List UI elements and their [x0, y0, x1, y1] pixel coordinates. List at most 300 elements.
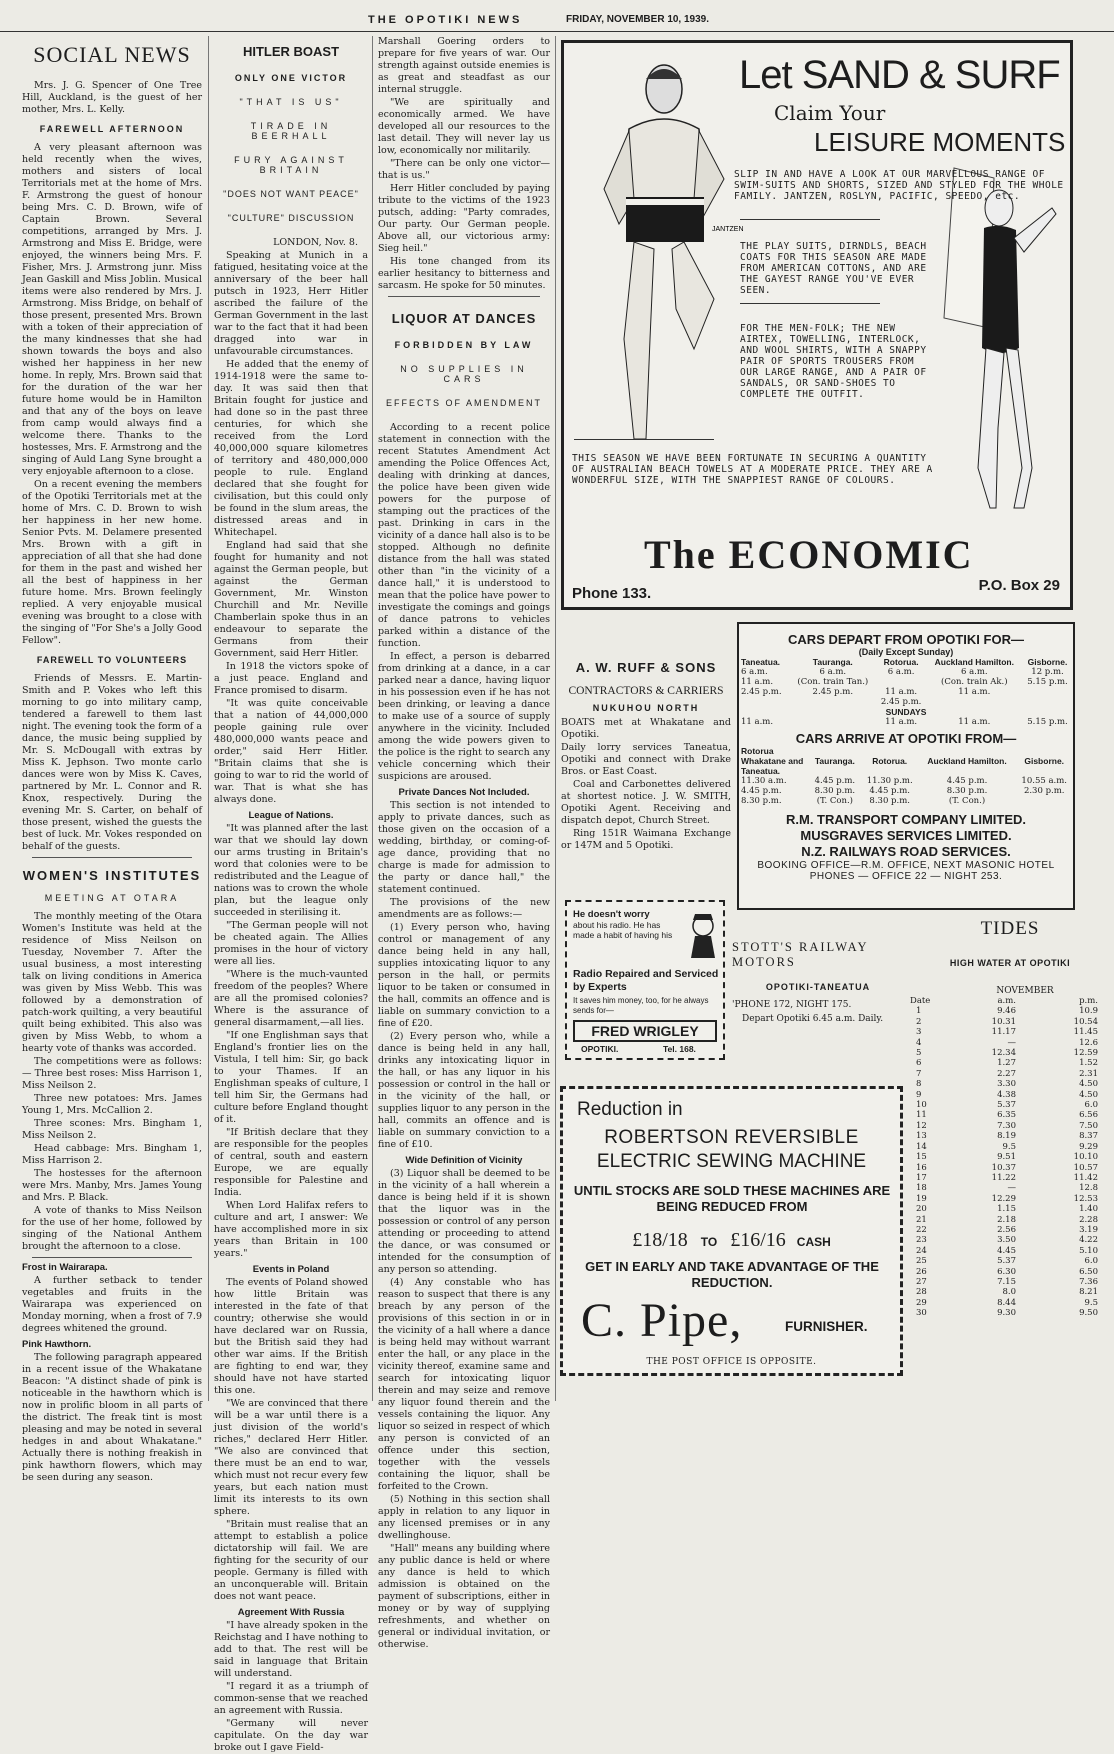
cell: 11.30 p.m. — [866, 776, 913, 786]
tides-date: 6 — [916, 1058, 922, 1069]
price-line — [563, 1229, 900, 1252]
tides-am: 9.51 — [997, 1152, 1016, 1163]
col-head: Taneatua. — [741, 657, 781, 667]
tides-am: — — [1007, 1037, 1016, 1048]
tides-date: 23 — [916, 1235, 927, 1246]
cell: 11 a.m. — [741, 717, 774, 727]
paragraph: The events of Poland showed how little Britain was interested in the fate of that country; otherwise she would have declared war on Russia, but the British said they had other war aims. If the British are fighting to end war, they should have not have started this one. — [214, 1277, 368, 1396]
tides-am: 3.30 — [997, 1079, 1016, 1090]
masthead — [0, 12, 1114, 32]
cell: 5.15 p.m. — [1027, 717, 1068, 727]
column-social-news — [22, 36, 202, 1483]
cell — [927, 697, 1022, 707]
cars-arrive-title: CARS ARRIVE AT OPOTIKI FROM— — [795, 731, 1017, 746]
tides-am: 8.44 — [997, 1297, 1016, 1308]
tides-date: 19 — [916, 1193, 927, 1204]
fred-wrigley-name: FRED WRIGLEY — [573, 1020, 717, 1042]
paragraph: Mrs. J. G. Spencer of One Tree Hill, Auckland, is the guest of her mother, Mrs. L. Kelly. — [22, 80, 202, 115]
paragraph: He added that the enemy of 1914-1918 were the same to-day. It was said then that Britain fought for justice and had done so in the past three centuries, for which she received from the Lord 40,000,000 square kilometres of territory and 480,000,000 people to rule. England declared that she fought for civilisation, but this could only be found in the slum areas, the distressed areas and in Whitechapel. — [214, 359, 368, 538]
ad-ruff-location: NUKUHOU NORTH — [592, 703, 700, 713]
tides-pm: 7.36 — [1079, 1276, 1098, 1287]
tides-am: 11.17 — [991, 1027, 1016, 1038]
paragraph: England had said that she fought for humanity and not against the German people, but against the German Government, Mr. Winston Churchill and Mr. Neville Chamberlain spoke thus in an endeavour to separate the Germans from their Government, said Herr Hitler. — [214, 540, 368, 659]
company-name: R.M. TRANSPORT COMPANY LIMITED. — [785, 812, 1027, 827]
tides-pm: 9.5 — [1084, 1297, 1098, 1308]
cell: 11 a.m. — [958, 687, 991, 697]
stotts-depart: Depart Opotiki 6.45 a.m. Daily. — [742, 1014, 884, 1024]
cell: (T. Con.) — [816, 796, 853, 806]
paragraph: Head cabbage: Mrs. Bingham 1, Miss Harrison 2. — [22, 1143, 202, 1166]
subhead: FURY AGAINST BRITAIN — [234, 155, 348, 175]
tides-pm: 4.22 — [1079, 1235, 1098, 1246]
paragraph: (2) Every person who, while a dance is being held in any hall, drinks any intoxicating liquor in the hall, or has any liquor in his possession or control in the hall or in the vicinity of the hall, or supplies liquor to any person in the hall, commits an offence and is liable on summary conviction to a fine of £10. — [378, 1031, 550, 1150]
paragraph: (5) Nothing in this section shall apply in relation to any liquor in any licensed premises or in any dwellinghouse. — [378, 1494, 550, 1541]
cell: 8.30 p.m. — [814, 786, 856, 796]
column-rule — [555, 36, 556, 1401]
ad-po-box: P.O. Box 29 — [978, 577, 1060, 594]
ad-ruff-text: Coal and Carbonettes delivered at shortest notice. J. W. SMITH, Opotiki Agent. Receiving and dispatch depot, Church Street. — [561, 779, 731, 826]
cell: (T. Con.) — [948, 796, 986, 806]
paragraph: The hostesses for the afternoon were Mrs. Manby, Mrs. James Young and Mrs. P. Black. — [22, 1168, 202, 1203]
booking-phones: PHONES — OFFICE 22 — NIGHT 253. — [809, 871, 1003, 882]
paragraph: Three new potatoes: Mrs. James Young 1, Mrs. McCallion 2. — [22, 1093, 202, 1116]
paragraph: "It was planned after the last war that we should lay down our arms trusting in Britain's word that colonies were to be redistributed and the League of nations was to crown the whole plan, but the league only succeeded in sterilising it. — [214, 823, 368, 918]
cell: 11 a.m. — [885, 687, 918, 697]
subhead: "CULTURE" DISCUSSION — [227, 213, 355, 223]
tides-row — [910, 1110, 1110, 1120]
tides-date: 22 — [916, 1224, 927, 1235]
tides-pm: 8.37 — [1079, 1131, 1098, 1142]
paragraph: (4) Any constable who has reason to suspect that there is any breach by any person of the provisions of this section in or in the vicinity of a hall where a dance is being held may without warrant enter the hall, or any place in the vicinity thereof, examine same and search for intoxicating liquor therein and may seize and remove any liquor found therein and the vessels containing the liquor. Any liquor so seized in respect of which any person is convicted of an offence under this section, together with the vessels containing the liquor, shall be forfeited to the Crown. — [378, 1277, 550, 1492]
tides-pm: 10.54 — [1073, 1016, 1098, 1027]
cell: 4.45 p.m. — [946, 776, 988, 786]
paragraph: "We are convinced that there will be a war until there is a just division of the world's riches," declared Herr Hitler. "We also are convinced that there must be an end to war, which must not recur every few years, but each nation must limit its interests to its own sphere. — [214, 1398, 368, 1517]
tides-date: 29 — [916, 1297, 927, 1308]
cell — [1022, 687, 1073, 697]
tides-pm: 10.9 — [1079, 1006, 1098, 1017]
paragraph: "I have already spoken in the Reichstag and I have nothing to add to that. The rest will be said in language that Britain will understand. — [214, 1620, 368, 1679]
col-head: Auckland Hamilton. — [934, 657, 1014, 667]
tides-date: 30 — [916, 1308, 927, 1319]
ad-phone: Phone 133. — [572, 585, 652, 602]
paragraph: In effect, a person is debarred from drinking at a dance, in a car parked near a dance, having liquor in his possession even if he has not been drinking, or leaving a dance to make use of a source of supply anywhere in the vicinity. Included among the wide powers given to the police is the right to search any vehicle concerning which their suspicions are aroused. — [378, 651, 550, 782]
tides-am: 9.46 — [997, 1006, 1016, 1017]
tides-am: 8.19 — [997, 1131, 1016, 1142]
price-now: £16/16 — [730, 1229, 786, 1251]
ad-paragraph: SLIP IN AND HAVE A LOOK AT OUR MARVELLOUS RANGE OF SWIM-SUITS AND SHORTS, SIZED AND STYLED FOR THE WHOLE FAMILY. JANTZEN, ROSLYN, PACIFIC, SPEEDO, etc. — [734, 169, 1064, 202]
subheading: Events in Poland — [252, 1264, 330, 1275]
womens-institutes-title: WOMEN'S INSTITUTES — [22, 868, 202, 883]
ad-cars-timetable — [737, 622, 1075, 910]
price-cash: CASH — [796, 1235, 831, 1249]
issue-date: FRIDAY, NOVEMBER 10, 1939. — [566, 14, 710, 25]
tides-am: 6.35 — [997, 1110, 1016, 1121]
tides-row — [910, 1287, 1110, 1297]
tides-row — [910, 1173, 1110, 1183]
divider — [740, 303, 880, 304]
social-news-title: SOCIAL NEWS — [33, 42, 191, 67]
ad-paragraph: THE PLAY SUITS, DIRNDLS, BEACH COATS FOR THIS SEASON ARE MADE FROM AMERICAN COTTONS, AND ARE THE GAYEST RANGE YOU'VE EVER SEEN. — [740, 241, 927, 296]
tides-pm: 4.50 — [1079, 1089, 1098, 1100]
cell: 8.30 p.m. — [741, 796, 782, 806]
cell — [739, 697, 790, 707]
company-name: N.Z. RAILWAYS ROAD SERVICES. — [801, 844, 1011, 859]
tides-row — [910, 1204, 1110, 1214]
col-head: Gisborne. — [1027, 657, 1068, 667]
tides-am: 2.56 — [997, 1224, 1016, 1235]
tides-pm: 6.0 — [1084, 1100, 1098, 1111]
tides-am: 12.29 — [991, 1193, 1016, 1204]
tides-date: 21 — [916, 1214, 927, 1225]
tides-pm: 4.50 — [1079, 1079, 1098, 1090]
tides-date: 20 — [916, 1204, 927, 1215]
tides-pm: 11.42 — [1073, 1172, 1098, 1183]
paragraph: (3) Liquor shall be deemed to be in the vicinity of a hall wherein a dance is being held if it is shown that the liquor was in the possession or control of any person attending or proceeding to attend the dance, or was consumed or intended for the consumption of any person so attending. — [378, 1168, 550, 1275]
tides-pm: 6.56 — [1079, 1110, 1098, 1121]
company-name: MUSGRAVES SERVICES LIMITED. — [800, 828, 1012, 843]
pipe-line: Reduction in — [577, 1099, 683, 1120]
pipe-line: UNTIL STOCKS ARE SOLD THESE MACHINES ARE BEING REDUCED FROM — [573, 1183, 891, 1214]
tides-date: 24 — [916, 1245, 927, 1256]
tides-row — [910, 1131, 1110, 1141]
divider — [740, 219, 880, 220]
column-liquor — [378, 36, 550, 1650]
tides-am: 7.30 — [997, 1120, 1016, 1131]
tides-pm: 9.50 — [1079, 1308, 1098, 1319]
jantzen-tag: JANTZEN — [712, 226, 744, 233]
divider — [574, 439, 714, 440]
paragraph: This section is not intended to apply to private dances, such as those given on the occasion of a wedding, birthday, or coming-of-age dance, providing that no charge is made for admission to the party or dance hall," the statement continued. — [378, 800, 550, 895]
tides-subtitle: HIGH WATER AT OPOTIKI — [949, 958, 1071, 968]
paragraph: "Germany will never capitulate. On the day war broke out I gave Field- — [214, 1718, 368, 1753]
column-rule — [208, 36, 209, 1401]
tides-pm: 10.57 — [1073, 1162, 1098, 1173]
col-head: Tauranga. — [812, 657, 853, 667]
tides-am: 5.37 — [997, 1100, 1016, 1111]
cell: 8.30 p.m. — [946, 786, 988, 796]
radio-line: Radio Repaired and Serviced by Experts — [573, 968, 719, 993]
radio-line: He doesn't worry — [573, 909, 650, 920]
section-heading: FAREWELL TO VOLUNTEERS — [36, 655, 188, 665]
col-head: Auckland Hamilton. — [927, 756, 1007, 766]
tides-pm: 12.6 — [1079, 1037, 1098, 1048]
col-head: Rotorua. — [883, 657, 919, 667]
swimmer-man-illustration — [584, 49, 744, 469]
arrive-table — [739, 746, 1073, 806]
paragraph: "If one Englishman says that England's frontier lies on the Vistula, I tell him: Sir, go back to your Thames. If an Englishman speaks of culture, I tell him Sir, the Germans had culture before England thought of it. — [214, 1030, 368, 1125]
paragraph: "Britain must realise that an attempt to establish a police dictatorship will fail. We are fighting for the security of our people. Germany is filled with an unconquerable will. Britain does not want peace. — [214, 1519, 368, 1602]
tides-row — [910, 1298, 1110, 1308]
tides-row — [910, 1142, 1110, 1152]
paragraph: In 1918 the victors spoke of a just peace. England and France promised to disarm. — [214, 661, 368, 696]
tides-am: 3.50 — [997, 1235, 1016, 1246]
subhead: NO SUPPLIES IN CARS — [400, 364, 528, 384]
cell: 10.55 a.m. — [1021, 776, 1067, 786]
col-head: Gisborne. — [1024, 756, 1065, 766]
tides-pm: 9.29 — [1079, 1141, 1098, 1152]
paragraph: "We are spiritually and economically armed. We have developed all our resources to the last detail. They will never lay us low, economically nor militarily. — [378, 97, 550, 156]
tides-am: 8.0 — [1002, 1287, 1016, 1298]
tides-row — [910, 1246, 1110, 1256]
cell: 4.45 p.m. — [814, 776, 856, 786]
paragraph: (1) Every person who, having control or management of any dance being held in any hall, supplies intoxicating liquor to any person in the hall, or permits liquor to be taken or consumed in the hall, commits an offence and is liable on summary conviction to a fine of £20. — [378, 922, 550, 1029]
cell: 2.45 p.m. — [812, 687, 854, 697]
paragraph: The competitions were as follows:— Three best roses: Miss Harrison 1, Miss Neilson 2. — [22, 1056, 202, 1091]
booking-office: BOOKING OFFICE—R.M. OFFICE, NEXT MASONIC HOTEL — [757, 860, 1055, 871]
paragraph: Three scones: Mrs. Bingham 1, Miss Neilson 2. — [22, 1118, 202, 1141]
tides-date: 15 — [916, 1152, 927, 1163]
ad-ruff-text: Ring 151R Waimana Exchange or 147M and 5 Opotiki. — [561, 828, 731, 851]
cell: 4.45 p.m. — [869, 786, 910, 796]
tides-pm: 3.19 — [1079, 1224, 1098, 1235]
c-pipe-brand: C. Pipe, — [581, 1294, 743, 1347]
cell: 4.45 p.m. — [741, 786, 782, 796]
sundays-label: SUNDAYS — [885, 707, 927, 717]
subheading: Pink Hawthorn. — [22, 1339, 92, 1350]
ad-ruff-and-sons — [561, 660, 731, 851]
tides-row — [910, 1090, 1110, 1100]
cell: 6 a.m. — [960, 667, 988, 677]
ad-subline: Claim Your — [774, 101, 886, 125]
tides-col-head: Date — [910, 996, 931, 1006]
paragraph: Herr Hitler concluded by paying tribute to the victims of the 1923 putsch, adding: "Party comrades, Our party. Our German people. Above all, our victorious army: Sieg heil." — [378, 183, 550, 254]
tides-am: 1.15 — [997, 1204, 1016, 1215]
tides-date: 9 — [916, 1089, 922, 1100]
tides-date: 28 — [916, 1287, 927, 1298]
tides-table-section — [910, 918, 1110, 1319]
tides-date: 18 — [916, 1183, 927, 1194]
divider — [388, 296, 540, 297]
tides-pm: 12.53 — [1073, 1193, 1098, 1204]
pipe-address: THE POST OFFICE IS OPPOSITE. — [646, 1357, 817, 1367]
tides-row — [910, 1006, 1110, 1016]
tides-row — [910, 1017, 1110, 1027]
paragraph: The provisions of the new amendments are as follows:— — [378, 897, 550, 920]
section-subheading: MEETING AT OTARA — [44, 893, 180, 903]
tides-am: 2.18 — [997, 1214, 1016, 1225]
col-head: Tauranga. — [814, 756, 855, 766]
cell: 6 a.m. — [741, 667, 768, 677]
tides-row — [910, 1277, 1110, 1287]
ad-radio-repairs — [565, 900, 725, 1060]
subheading: League of Nations. — [248, 810, 334, 821]
tides-am: 6.30 — [997, 1266, 1016, 1277]
ad-paragraph: THIS SEASON WE HAVE BEEN FORTUNATE IN SECURING A QUANTITY OF AUSTRALIAN BEACH TOWELS AT A MODERATE PRICE. THEY ARE A WONDERFUL SIZE, WITH THE SNAPPIEST RANGE OF COLOURS. — [572, 453, 933, 486]
tides-row — [910, 1121, 1110, 1131]
tides-pm: 7.50 — [1079, 1120, 1098, 1131]
paragraph: When Lord Halifax refers to culture and art, I answer: We have accomplished more in six years than Britain in 100 years." — [214, 1200, 368, 1259]
subheading: Agreement With Russia — [237, 1607, 345, 1618]
tides-row — [910, 1225, 1110, 1235]
price-from: £18/18 — [632, 1229, 688, 1251]
tides-date: 8 — [916, 1079, 922, 1090]
tides-pm: 2.28 — [1079, 1214, 1098, 1225]
paragraph: Friends of Messrs. E. Martin-Smith and P. Vokes who left this morning to go into military camp, tendered a farewell to them last night. The evening took the form of a dance, the music being supplied by Mr. S. McDougall with extras by Miss K. Jephson. Two monte carlo dances were won by Miss K. Caves, partnered by Mr. L. Connor and R. Knox, respectively. During the evening Mr. S. Carter, on behalf of those present, wished the guests the best of luck. Mr. Vokes responded on behalf of the guests. — [22, 673, 202, 852]
tides-col-head: p.m. — [1079, 996, 1098, 1006]
tides-date: 25 — [916, 1256, 927, 1267]
tides-date: 4 — [916, 1037, 922, 1048]
tides-am: 12.34 — [991, 1048, 1016, 1059]
tides-am: 9.30 — [997, 1308, 1016, 1319]
tides-am: 7.15 — [997, 1276, 1016, 1287]
cartoon-man-icon — [685, 912, 721, 962]
tides-date: 3 — [916, 1027, 922, 1038]
cell: 2.45 p.m. — [741, 687, 782, 697]
cell: 2.45 p.m. — [880, 697, 922, 707]
tides-pm: 5.10 — [1079, 1245, 1098, 1256]
subhead: EFFECTS OF AMENDMENT — [385, 398, 542, 408]
tides-row — [910, 1069, 1110, 1079]
pipe-line: ROBERTSON REVERSIBLE — [604, 1127, 859, 1148]
cell — [790, 697, 876, 707]
tides-row — [910, 1079, 1110, 1089]
cell: 2.30 p.m. — [1023, 786, 1065, 796]
ad-stotts-motors — [732, 940, 904, 1040]
paragraph: According to a recent police statement in connection with the recent Statutes Amendment Act amending the Police Offences Act, dealing with drinking at dances, the police have been given wide powers for the purpose of stamping out the practices of the past. Drinking in cars in the vicinity of a dance hall also is to be stopped. Although no definite distance from the hall was stated other than "in the vicinity of a dance hall," it is understood to mean that the police have power to investigate the comings and goings of dance patrons to vehicles parked within a distance of the function. — [378, 422, 550, 649]
ad-sand-and-surf — [561, 40, 1073, 610]
ad-headline: Let SAND & SURF — [739, 53, 1060, 97]
paragraph: A vote of thanks to Miss Neilson for the use of her home, followed by singing of the National Anthem brought the afternoon to a close. — [22, 1205, 202, 1252]
tides-date: 14 — [916, 1141, 927, 1152]
paragraph: On a recent evening the members of the Opotiki Territorials met at the home of Mrs. C. D. Brown to wish her happiness in her new home. Senior Pvts. M. Delamere presented Mrs. Brown with a gift in appreciation of all that she had done for them in the past and wished her all the best of happiness in her future home. Mrs. Brown feelingly replied. A very enjoyable musical evening was brought to a close with the singing of "For She's a Jolly Good Fellow". — [22, 479, 202, 646]
ad-c-pipe-sewing-machine — [560, 1086, 903, 1376]
subheading: Wide Definition of Vicinity — [405, 1155, 523, 1166]
pipe-line: GET IN EARLY AND TAKE ADVANTAGE OF THE REDUCTION. — [585, 1259, 879, 1290]
paragraph: A very pleasant afternoon was held recently when the wives, mothers and sisters of local Territorials met at the home of Mrs. F. Armstrong the guest of honour being Mrs. C. D. Brown, wife of Captain Brown. Several competitions, arranged by Mrs. J. Armstrong and Miss E. Bridge, were enjoyed, the winners being Mrs. F. Fisher, Mrs. J. Armstrong junr. Miss Jean Gaskill and Miss Joblin. Musical items were also rendered by Mrs. J. Armstrong. Miss Bridge, on behalf of those present, presented Mrs. Brown with a token of their appreciation of the many kindnesses that she had shown towards the boys and also wished her happiness in her new home. In reply, Mrs. Brown said that for the duration of the war her future home would be in Hamilton and that any of the boys on leave from camp would always find a welcome there. Thanks to the hostesses, Mrs. F. Armstrong and the singing of Auld Lang Syne brought a very enjoyable afternoon to a close. — [22, 142, 202, 477]
paper-name: THE OPOTIKI NEWS — [368, 14, 523, 26]
tides-pm: 12.8 — [1079, 1183, 1098, 1194]
radio-tel: Tel. 168. — [663, 1044, 696, 1054]
tides-row — [910, 1048, 1110, 1058]
cars-depart-title: CARS DEPART FROM OPOTIKI FOR— — [788, 632, 1024, 647]
tides-row — [910, 1256, 1110, 1266]
divider — [32, 1257, 192, 1258]
paragraph: A further setback to tender vegetables and fruits in the Wairarapa was experienced on Monday morning, when a frost of 7.9 degrees whitened the ground. — [22, 1275, 202, 1334]
tides-date: 17 — [916, 1172, 927, 1183]
tides-date: 5 — [916, 1048, 922, 1059]
tides-pm: 6.50 — [1079, 1266, 1098, 1277]
paragraph: His tone changed from its earlier hesitancy to bitterness and sarcasm. He spoke for 50 minutes. — [378, 256, 550, 291]
tides-date: 16 — [916, 1162, 927, 1173]
tides-date: 11 — [916, 1110, 927, 1121]
tides-pm: 11.45 — [1073, 1027, 1098, 1038]
tides-table — [910, 996, 1110, 1319]
column-rule — [372, 36, 373, 1401]
depart-table — [739, 657, 1073, 727]
subhead: "DOES NOT WANT PEACE" — [223, 189, 359, 199]
pipe-line: ELECTRIC SEWING MACHINE — [596, 1151, 867, 1172]
cell: (Con. train Tan.) — [797, 677, 869, 687]
tides-am: 10.31 — [991, 1016, 1016, 1027]
tides-pm: 2.31 — [1079, 1068, 1098, 1079]
tides-pm: 1.40 — [1079, 1204, 1098, 1215]
tides-row — [910, 1163, 1110, 1173]
tides-row — [910, 1235, 1110, 1245]
tides-pm: 10.10 — [1073, 1152, 1098, 1163]
stotts-phone: 'PHONE 172, NIGHT 175. — [732, 1000, 852, 1010]
tides-am: 2.27 — [997, 1068, 1016, 1079]
tides-row — [910, 1215, 1110, 1225]
tides-row — [910, 1027, 1110, 1037]
tides-date: 1 — [916, 1006, 922, 1017]
tides-pm: 1.52 — [1079, 1058, 1098, 1069]
economic-brand: The ECONOMIC — [644, 532, 974, 577]
tides-row — [910, 1058, 1110, 1068]
subhead: FORBIDDEN BY LAW — [394, 340, 534, 350]
tides-am: — — [1007, 1183, 1016, 1194]
hitler-boast-title: HITLER BOAST — [242, 44, 340, 59]
tides-am: 9.5 — [1002, 1141, 1016, 1152]
paragraph: "If British declare that they are responsible for the peoples of central, south and eastern Europe, we are equally responsible for Palestine and India. — [214, 1127, 368, 1198]
tides-am: 11.22 — [991, 1172, 1016, 1183]
paragraph: "The German people will not be cheated again. The Allies promises in the hour of victory were all lies. — [214, 920, 368, 967]
ad-ruff-trade: CONTRACTORS & CARRIERS — [568, 685, 724, 697]
tides-pm: 8.21 — [1079, 1287, 1098, 1298]
col-head: Rotorua Whakatane and Taneatua. — [741, 746, 804, 776]
col-head: Rotorua. — [872, 756, 908, 766]
paragraph: "It was quite conceivable that a nation of 44,000,000 people gaining rule over 480,000,000 wants peace and order," said Herr Hitler. "Britain claims that she is going to war to rid the world of war. That is what she has always done. — [214, 698, 368, 805]
cell: 6 a.m. — [819, 667, 847, 677]
swimmer-woman-illustration — [934, 168, 1069, 528]
cell: (Con. train Ak.) — [941, 677, 1008, 687]
tides-month: NOVEMBER — [996, 986, 1054, 996]
tides-date: 2 — [916, 1016, 922, 1027]
radio-line: about his radio. He has made a habit of having his — [573, 920, 673, 940]
cell: 8.30 p.m. — [869, 796, 910, 806]
cell: 11 a.m. — [885, 717, 918, 727]
tides-date: 27 — [916, 1276, 927, 1287]
subhead: TIRADE IN BEERHALL — [250, 121, 332, 141]
tides-date: 7 — [916, 1068, 922, 1079]
tides-row — [910, 1194, 1110, 1204]
tides-pm: 6.0 — [1084, 1256, 1098, 1267]
tides-row — [910, 1308, 1110, 1318]
radio-town: OPOTIKI. — [581, 1044, 619, 1054]
tides-date: 13 — [916, 1131, 927, 1142]
tides-row — [910, 1152, 1110, 1162]
cell: 12 p.m. — [1031, 667, 1064, 677]
tides-title: TIDES — [980, 918, 1040, 939]
cell: 5.15 p.m. — [1027, 677, 1068, 687]
tides-row — [910, 1100, 1110, 1110]
paragraph: "I regard it as a triumph of common-sense that we reached an agreement with Russia. — [214, 1681, 368, 1716]
tides-am: 1.27 — [997, 1058, 1016, 1069]
ad-ruff-name: A. W. RUFF & SONS — [575, 660, 717, 675]
ad-paragraph: FOR THE MEN-FOLK; THE NEW AIRTEX, TOWELLING, INTERLOCK, AND WOOL SHIRTS, WITH A SNAPPY PAIR OF SPORTS TROUSERS FROM OUR LARGE RANGE, AND A PAIR OF SANDALS, OR SAND-SHOES TO COMPLETE THE OUTFIT. — [740, 323, 927, 400]
cars-depart-subtitle: (Daily Except Sunday) — [858, 647, 954, 657]
column-hitler-boast — [214, 36, 368, 1753]
tides-am: 10.37 — [991, 1162, 1016, 1173]
stotts-route: OPOTIKI-TANEATUA — [765, 982, 871, 992]
paragraph: "Hall" means any building where any public dance is held or where any dance is held to which admission is obtained on the payment of subscriptions, either in money or by way of supplying refreshments, and whether on general or individual invitation, or otherwise. — [378, 1543, 550, 1650]
tides-date: 10 — [916, 1100, 927, 1111]
tides-date: 12 — [916, 1120, 927, 1131]
ad-ruff-text: BOATS met at Whakatane and Opotiki. — [561, 717, 731, 740]
ad-ruff-text: Daily lorry services Taneatua, Opotiki and connect with Drake Bros. or East Coast. — [561, 742, 731, 777]
tides-am: 5.37 — [997, 1256, 1016, 1267]
subheading: Private Dances Not Included. — [398, 787, 530, 798]
cell — [1022, 697, 1073, 707]
paragraph: Marshall Goering orders to prepare for five years of war. Our strength against outside enemies is as great and steadfast as our internal struggle. — [378, 36, 550, 95]
paragraph: The following paragraph appeared in a recent issue of the Whakatane Beacon: "A distinct shade of pink is noticeable in the hawthorn which is now in prolific bloom in all parts of the district. The freak tint is most pleasing and may be noted in several hedges in and about Whakatane." Actually there is nothing freakish in pink hawthorn flowers, which may be seen during any season. — [22, 1352, 202, 1483]
subheading: Frost in Wairarapa. — [22, 1262, 108, 1273]
paragraph: "There can be only one victor—that is us." — [378, 158, 550, 181]
tides-date: 26 — [916, 1266, 927, 1277]
cell: 11 a.m. — [741, 677, 774, 687]
ad-subline: LEISURE MOMENTS — [814, 127, 1066, 157]
cell: 11 a.m. — [958, 717, 991, 727]
cell: 11.30 a.m. — [741, 776, 787, 786]
